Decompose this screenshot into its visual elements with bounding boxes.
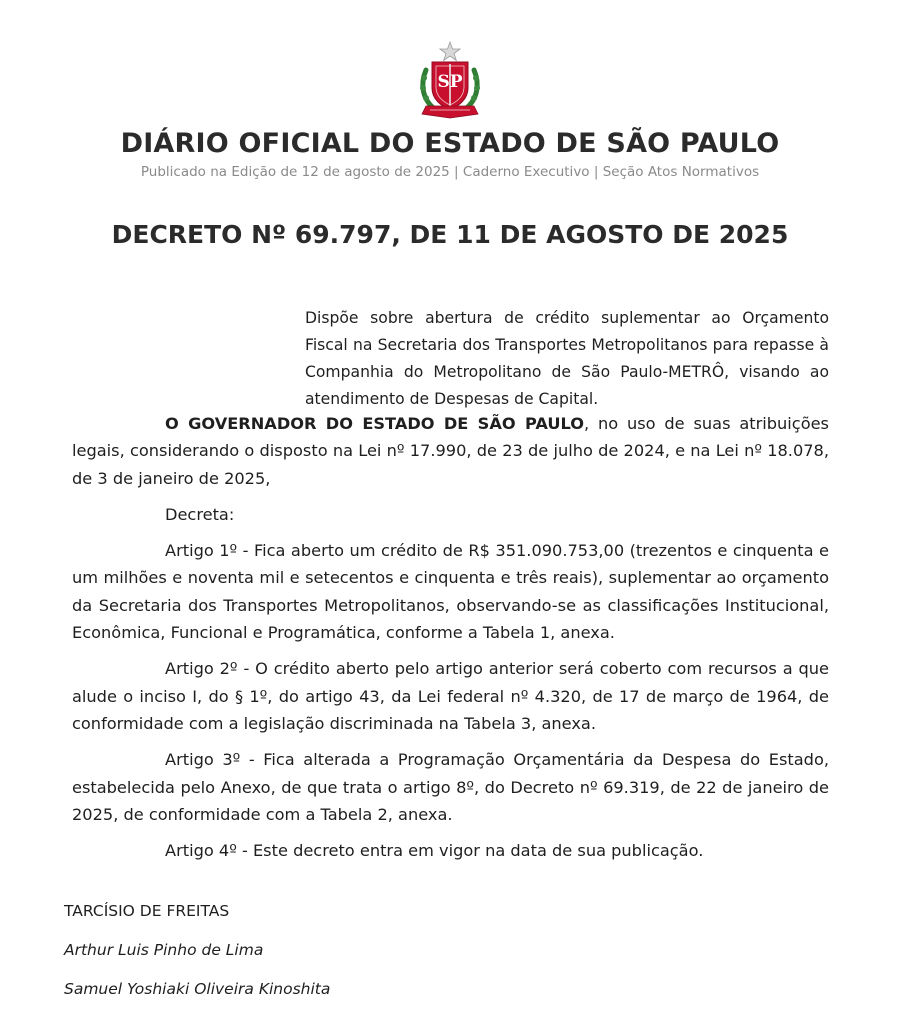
emblem-letters: SP [437,72,463,92]
sao-paulo-coat-of-arms [412,40,488,122]
article-1: Artigo 1º - Fica aberto um crédito de R$ 351.090.753,00 (trezentos e cinquenta e um milhões e noventa mil e setecentos e cinquenta e três reais), suplementar ao orçamento da Secretaria dos Transportes Metropolitanos, observando-se as classificações Institucional, Econômica, Funcional e Programática, conforme a Tabela 1, anexa. [72,541,829,643]
decree-body [72,410,829,873]
article-3: Artigo 3º - Fica alterada a Programação Orçamentária da Despesa do Estado, estabelecida pelo Anexo, de que trata o artigo 8º, do Decreto nº 69.319, de 22 de janeiro de 2025, de conformidade com a Tabela 2, anexa. [72,750,829,824]
preamble-authority: O GOVERNADOR DO ESTADO DE SÃO PAULO [165,414,584,433]
preamble [72,410,829,492]
secretary-signature-1: Arthur Luis Pinho de Lima [64,941,264,959]
article-2: Artigo 2º - O crédito aberto pelo artigo anterior será coberto com recursos a que alude o inciso I, do § 1º, do artigo 43, da Lei federal nº 4.320, de 17 de março de 1964, de conformidade com a legislação discriminada na Tabela 3, anexa. [72,659,829,733]
governor-signature: TARCÍSIO DE FREITAS [64,902,230,920]
article-4: Artigo 4º - Este decreto entra em vigor na data de sua publicação. [165,841,704,861]
newspaper-title: DIÁRIO OFICIAL DO ESTADO DE SÃO PAULO [120,128,780,159]
decree-ementa: Dispõe sobre abertura de crédito suplementar ao Orçamento Fiscal na Secretaria dos Transportes Metropolitanos para repasse à Companhia do Metropolitano de São Paulo-METRÔ, visando ao atendimento de Despesas de Capital. [305,309,829,408]
publication-info: Publicado na Edição de 12 de agosto de 2025 | Caderno Executivo | Seção Atos Normativos [140,164,760,180]
secretary-signature-2: Samuel Yoshiaki Oliveira Kinoshita [64,980,331,998]
decree-title: DECRETO Nº 69.797, DE 11 DE AGOSTO DE 2025 [111,220,789,249]
signatures [64,898,564,1015]
decreta-label: Decreta: [165,504,235,524]
preamble-text: , no uso de suas atribuições legais, considerando o disposto na Lei nº 17.990, de 23 de julho de 2024, e na Lei nº 18.078, de 3 de janeiro de 2025, [72,414,829,488]
